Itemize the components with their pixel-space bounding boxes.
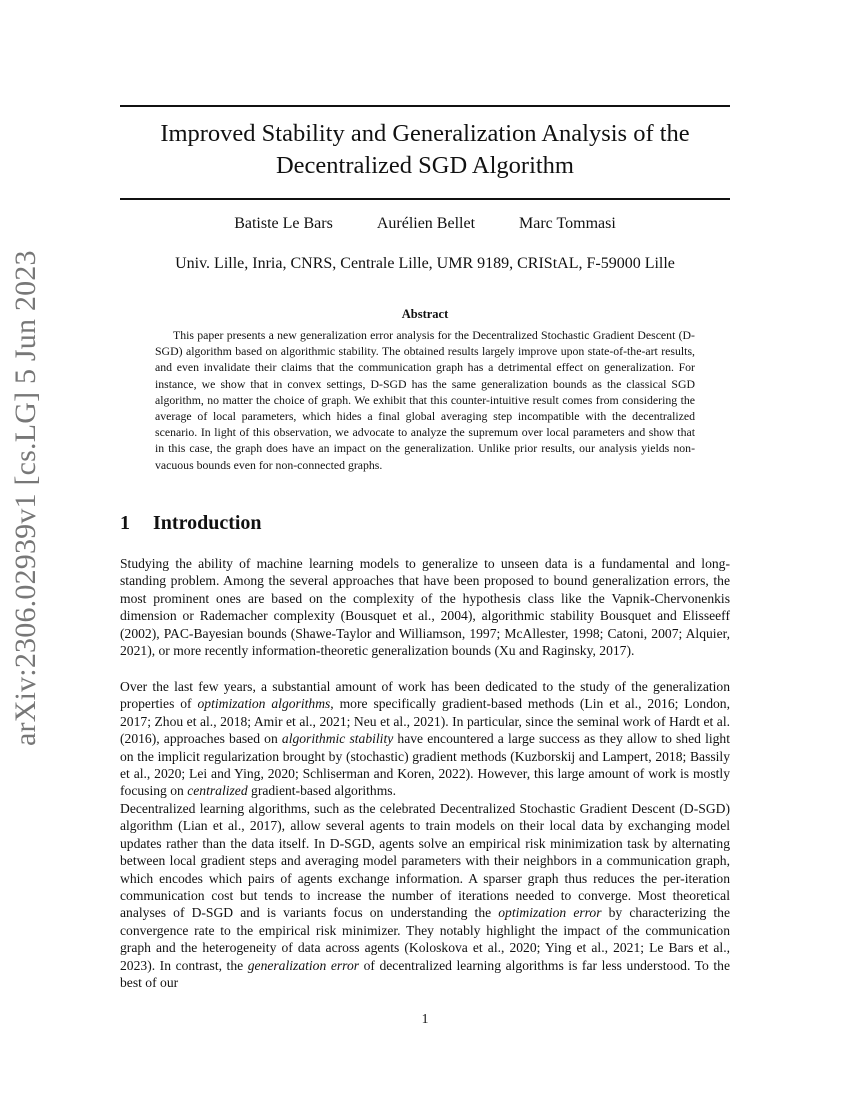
text-run: , more specifically gradient-based methods (Lin et al., 2016; London, 2017; Zhou et al., 2018; Amir et al., 2021; Neu et al., 2021). In particular, since the seminal work of Hardt et al. (2016), approaches based on bbox=[120, 696, 730, 747]
title-rule-top bbox=[120, 105, 730, 107]
affiliation: Univ. Lille, Inria, CNRS, Centrale Lille, UMR 9189, CRIStAL, F-59000 Lille bbox=[175, 255, 675, 272]
text-run: have encountered a large success as they allow to shed light on the implicit regularization brought by (stochastic) gradient methods (Kuzborskij and Lampert, 2018; Bassily et al., 2020; Lei and Ying, 2020; Schliserman and Koren, 2022). However, this large amount of work is mostly focusing on bbox=[120, 731, 730, 799]
author-name: Marc Tommasi bbox=[519, 215, 616, 232]
author-name: Aurélien Bellet bbox=[376, 215, 476, 232]
intro-paragraph-2 bbox=[120, 678, 730, 800]
emphasis-text: optimization error bbox=[498, 905, 602, 921]
emphasis-text: optimization algorithms bbox=[197, 696, 331, 712]
text-run: by characterizing the convergence rate to the empirical risk minimizer. They notably highlight the impact of the communication graph and the heterogeneity of data across agents (Koloskova et al., 2020; Ying et al., 2021; Le Bars et al., 2023). In contrast, the bbox=[120, 905, 730, 973]
paper-title bbox=[120, 118, 730, 182]
emphasis-text: centralized bbox=[187, 783, 248, 799]
text-run: Over the last few years, a substantial amount of work has been dedicated to the study of the generalization properties of bbox=[120, 679, 730, 712]
text-run: gradient-based algorithms. bbox=[247, 783, 396, 799]
author-list bbox=[120, 213, 730, 235]
abstract-heading: Abstract bbox=[401, 307, 449, 321]
page-number: 1 bbox=[421, 1011, 429, 1026]
section-heading-introduction bbox=[120, 509, 730, 537]
emphasis-text: algorithmic stability bbox=[281, 731, 394, 747]
text-run: of decentralized learning algorithms is far less understood. To the best of our bbox=[120, 957, 730, 991]
intro-paragraph-1: Studying the ability of machine learning models to generalize to unseen data is a fundamental and long-standing problem. Among the several approaches that have been proposed to bound generalization errors, the most prominent ones are based on the complexity of the hypothesis class like the Vapnik-Chervonenkis dimension or Rademacher complexity (Bousquet et al., 2004), algorithmic stability Bousquet and Elisseeff (2002), PAC-Bayesian bounds (Shawe-Taylor and Williamson, 1997; McAllester, 1998; Catoni, 2007; Alquier, 2021), or more recently information-theoretic generalization bounds (Xu and Raginsky, 2017). bbox=[120, 556, 730, 659]
section-number: 1 bbox=[120, 512, 130, 534]
title-line-1: Improved Stability and Generalization Analysis of the bbox=[160, 120, 690, 147]
arxiv-identifier-stamp: arXiv:2306.02939v1 [cs.LG] 5 Jun 2023 bbox=[9, 250, 42, 746]
emphasis-text: generalization error bbox=[247, 957, 360, 973]
text-run: Decentralized learning algorithms, such as the celebrated Decentralized Stochastic Gradient Descent (D-SGD) algorithm (Lian et al., 2017), allow several agents to train models on their local data by exchanging model updates rather than the data itself. In D-SGD, agents solve an empirical risk minimization task by alternating between local gradient steps and averaging model parameters with their neighbors in a communication graph, which encodes which pairs of agents exchange information. A sparser graph thus reduces the per-iteration communication cost but tends to increase the number of iterations needed to converge. Most theoretical analyses of D-SGD and is variants focus on understanding the bbox=[120, 801, 730, 921]
abstract-text: This paper presents a new generalization error analysis for the Decentralized Stochastic Gradient Descent (D-SGD) algorithm based on algorithmic stability. The obtained results largely improve upon state-of-the-art results, and even invalidate their claims that the communication graph has a detrimental effect on generalization. For instance, we show that in convex settings, D-SGD has the same generalization bounds as the classical SGD algorithm, no matter the choice of graph. We exhibit that this counter-intuitive result comes from considering the average of local parameters, which hides a final global averaging step incompatible with the decentralized scenario. In light of this observation, we advocate to analyze the supremum over local parameters and show that in this case, the graph does have an impact on the generalization. Unlike prior results, our analysis yields non-vacuous bounds even for non-connected graphs. bbox=[155, 328, 695, 472]
intro-paragraph-3 bbox=[120, 800, 730, 991]
section-title: Introduction bbox=[153, 512, 262, 534]
title-line-2: Decentralized SGD Algorithm bbox=[275, 152, 574, 179]
author-name: Batiste Le Bars bbox=[234, 215, 333, 232]
title-rule-bottom bbox=[120, 198, 730, 200]
